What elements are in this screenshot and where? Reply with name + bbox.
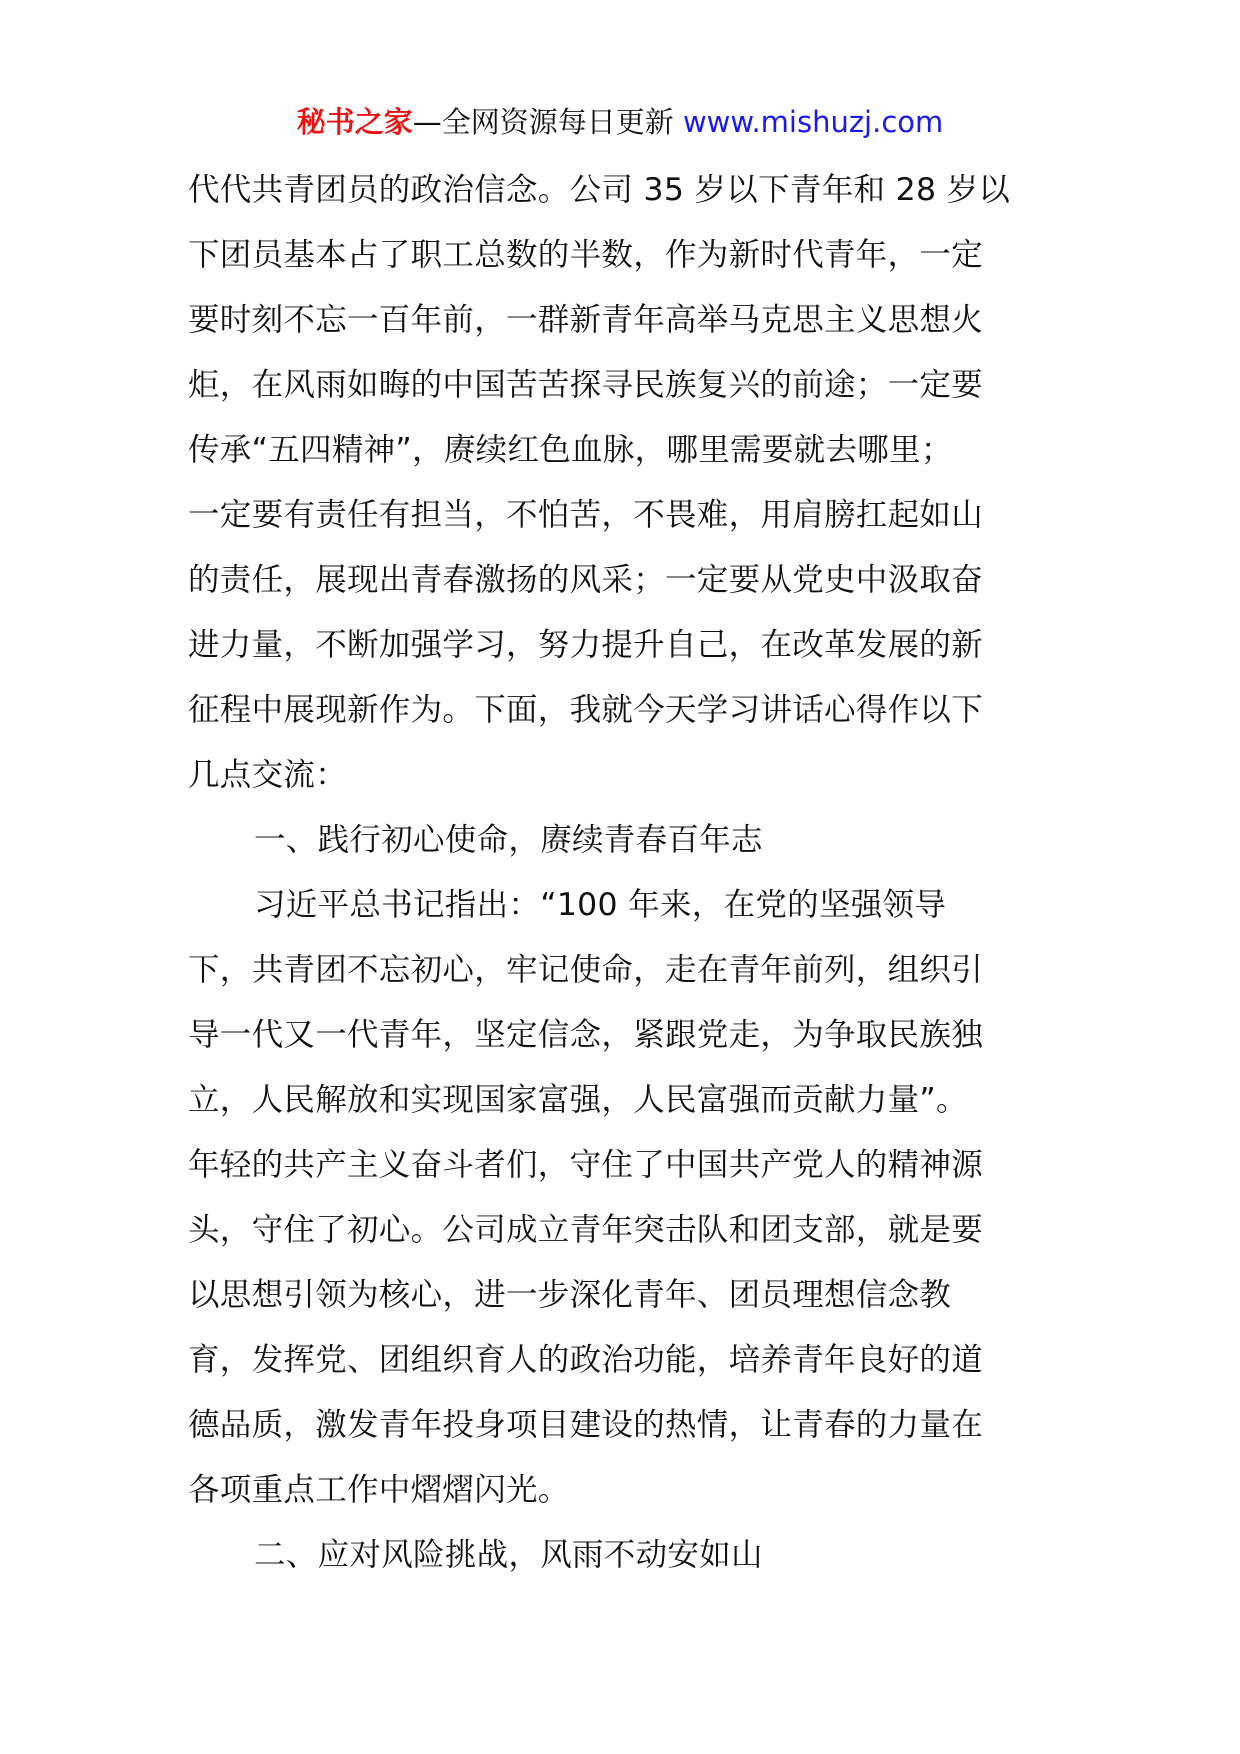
text-line: 征程中展现新作为。下面，我就今天学习讲话心得作以下 — [188, 692, 984, 728]
text-line: 下，共青团不忘初心，牢记使命，走在青年前列，组织引 — [188, 952, 984, 988]
text-line: 炬，在风雨如晦的中国苦苦探寻民族复兴的前途；一定要 — [188, 367, 984, 403]
section-heading-2: 二、应对风险挑战，风雨不动安如山 — [254, 1537, 763, 1573]
text-line: 进力量，不断加强学习，努力提升自己，在改革发展的新 — [188, 627, 984, 663]
text-line: 各项重点工作中熠熠闪光。 — [188, 1472, 570, 1508]
text-line: 下团员基本占了职工总数的半数，作为新时代青年，一定 — [188, 237, 984, 273]
text-line: 传承“五四精神”，赓续红色血脉，哪里需要就去哪里； — [188, 432, 953, 468]
text-line: 几点交流： — [188, 757, 348, 793]
text-line: 一定要有责任有担当，不怕苦，不畏难，用肩膀扛起如山 — [188, 497, 984, 533]
text-line: 头，守住了初心。公司成立青年突击队和团支部，就是要 — [188, 1212, 984, 1248]
text-line: 习近平总书记指出：“100 年来，在党的坚强领导 — [254, 887, 947, 923]
text-line: 代代共青团员的政治信念。公司 35 岁以下青年和 28 岁以 — [188, 172, 1011, 208]
text-line: 以思想引领为核心，进一步深化青年、团员理想信念教 — [188, 1277, 952, 1313]
site-watermark-header — [0, 102, 1240, 142]
section-heading-1: 一、践行初心使命，赓续青春百年志 — [254, 822, 763, 858]
header-tagline: —全网资源每日更新 — [412, 105, 683, 139]
text-line: 要时刻不忘一百年前，一群新青年高举马克思主义思想火 — [188, 302, 984, 338]
text-line: 年轻的共产主义奋斗者们，守住了中国共产党人的精神源 — [188, 1147, 984, 1183]
site-url[interactable]: www.mishuzj.com — [682, 105, 944, 139]
text-line: 导一代又一代青年，坚定信念，紧跟党走，为争取民族独 — [188, 1017, 984, 1053]
text-line: 育，发挥党、团组织育人的政治功能，培养青年良好的道 — [188, 1342, 984, 1378]
brand-name: 秘书之家 — [296, 105, 413, 139]
text-line: 立，人民解放和实现国家富强，人民富强而贡献力量”。 — [188, 1082, 968, 1118]
text-line: 的责任，展现出青春激扬的风采；一定要从党史中汲取奋 — [188, 562, 984, 598]
document-body — [188, 158, 1058, 1588]
text-line: 德品质，激发青年投身项目建设的热情，让青春的力量在 — [188, 1407, 984, 1443]
